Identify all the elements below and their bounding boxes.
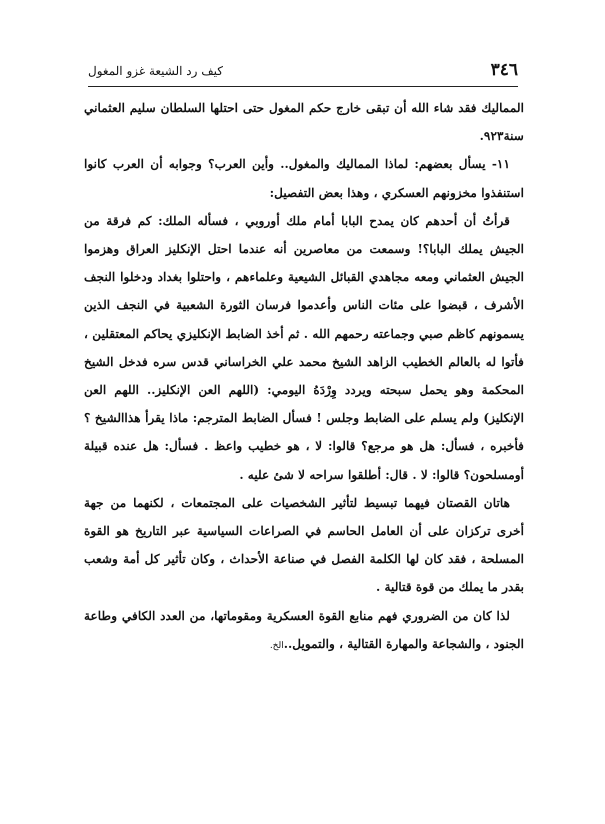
paragraph-5-text: لذا كان من الضروري فهم منابع القوة العسكرية ومقوماتها، من العدد الكافي وطاعة الجنود ، والشجاعة والمهارة القتالية ، والتمويل.. xyxy=(84,608,524,651)
paragraph-4: هاتان القصتان فيهما تبسيط لتأثير الشخصيات على المجتمعات ، لكنهما من جهة أخرى تركزان على أن العامل الحاسم في الصراعات السياسية عبر التاريخ هو القوة المسلحة ، فقد كان لها الكلمة الفصل في صناعة الأحداث ، وكان تأثير كل أمة وشعب بقدر ما يملك من قوة قتالية . xyxy=(84,495,524,595)
body-text xyxy=(84,94,524,660)
page-header xyxy=(88,60,518,87)
paragraph-1: المماليك فقد شاء الله أن تبقى خارج حكم المغول حتى احتلها السلطان سليم العثماني سنة٩٢٣. xyxy=(84,101,524,144)
paragraph-3: قرأتُ أن أحدهم كان يمدح البابا أمام ملك أوروبي ، فسأله الملك: كم فرقة من الجيش يملك البابا؟! وسمعت من معاصرين أنه عندما احتل الإنكليز العراق وهزموا الجيش العثماني ومعه مجاهدي القبائل الشيعية وعلماءهم ، واحتلوا بغداد ودخلوا النجف الأشرف ، قبضوا على مئات الناس وأعدموا فرسان الثورة الشعبية في النجف الذين يسمونهم كاظم صبي وجماعته رحمهم الله . ثم أخذ الضابط الإنكليزي يحاكم المعتقلين ، فأتوا له بالعالم الخطيب الزاهد الشيخ محمد علي الخراساني قدس سره فدخل الشيخ المحكمة وهو يحمل سبحته ويردد وِرْدَهُ اليومي: (اللهم العن الإنكليز.. اللهم العن الإنكليز) ولم يسلم على الضابط وجلس ! فسأل الضابط المترجم: ماذا يقرأ هذاالشيخ ؟ فأخبره ، فسأل: هل هو مرجع؟ قالوا: لا ، هو خطيب واعظ . فسأل: هل عنده قبيلة أومسلحون؟ قالوا: لا . قال: أطلقوا سراحه لا شئ عليه . xyxy=(84,213,524,482)
running-title: كيف رد الشيعة غزو المغول xyxy=(88,64,224,78)
paragraph-2: ١١- يسأل بعضهم: لماذا المماليك والمغول.. وأين العرب؟ وجوابه أن العرب كانوا استنفذوا مخزونهم العسكري ، وهذا بعض التفصيل: xyxy=(84,157,524,200)
paragraph-5 xyxy=(84,602,524,660)
etc-abbreviation: الخ. xyxy=(269,640,284,651)
page-number: ٣٤٦ xyxy=(490,60,518,80)
